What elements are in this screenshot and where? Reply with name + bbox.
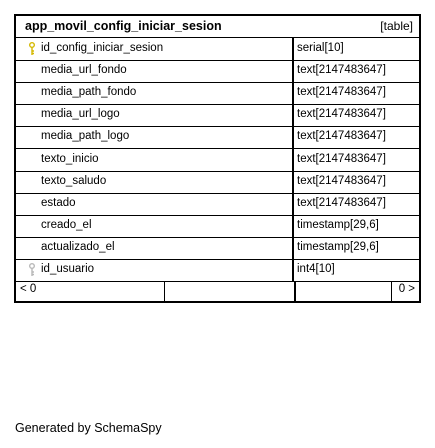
footer-text: Generated by SchemaSpy (15, 421, 162, 435)
column-row (16, 60, 419, 83)
column-name[interactable]: id_config_iniciar_sesion (41, 42, 164, 54)
column-type: text[2147483647] (297, 174, 386, 187)
parents-count[interactable]: < 0 (20, 283, 37, 295)
column-name[interactable]: estado (41, 196, 76, 209)
primary-key-icon (28, 42, 36, 56)
column-name-cell (16, 38, 294, 60)
column-row (16, 259, 419, 282)
column-name[interactable]: media_url_logo (41, 108, 120, 121)
column-type: text[2147483647] (297, 86, 386, 99)
table-header (16, 16, 419, 38)
column-name-cell (16, 259, 294, 281)
column-name[interactable]: actualizado_el (41, 240, 115, 253)
table-box (14, 14, 421, 303)
column-name-cell (16, 237, 294, 259)
column-type: text[2147483647] (297, 64, 386, 77)
column-type: text[2147483647] (297, 152, 386, 165)
column-type: text[2147483647] (297, 130, 386, 143)
column-type: text[2147483647] (297, 196, 386, 209)
column-type: text[2147483647] (297, 108, 386, 121)
column-row (16, 149, 419, 172)
table-name[interactable]: app_movil_config_iniciar_sesion (25, 19, 222, 33)
column-name-cell (16, 171, 294, 193)
table-type-label: [table] (380, 19, 413, 33)
column-name-cell (16, 82, 294, 104)
column-row (16, 38, 419, 61)
column-name[interactable]: texto_inicio (41, 152, 99, 165)
column-row (16, 171, 419, 194)
column-name[interactable]: texto_saludo (41, 174, 107, 187)
column-type: timestamp[29,6] (297, 218, 379, 231)
column-type: int4[10] (297, 263, 335, 275)
column-name[interactable]: id_usuario (41, 263, 95, 275)
nav-divider (164, 281, 165, 301)
column-row (16, 193, 419, 216)
children-count[interactable]: 0 > (398, 283, 415, 295)
column-type: timestamp[29,6] (297, 240, 379, 253)
column-name[interactable]: media_path_logo (41, 130, 130, 143)
column-name-cell (16, 126, 294, 148)
column-name-cell (16, 215, 294, 237)
column-row (16, 126, 419, 149)
column-row (16, 237, 419, 260)
foreign-key-icon (28, 263, 36, 277)
column-name-cell (16, 104, 294, 126)
column-name-cell (16, 60, 294, 82)
column-type: serial[10] (297, 42, 344, 54)
nav-divider (294, 281, 296, 301)
column-name[interactable]: media_path_fondo (41, 86, 137, 99)
column-name-cell (16, 193, 294, 215)
nav-divider (391, 281, 392, 301)
relationship-nav (16, 281, 419, 301)
column-row (16, 215, 419, 238)
column-name[interactable]: creado_el (41, 218, 92, 231)
column-name-cell (16, 149, 294, 171)
column-row (16, 104, 419, 127)
column-name[interactable]: media_url_fondo (41, 64, 127, 77)
column-row (16, 82, 419, 105)
